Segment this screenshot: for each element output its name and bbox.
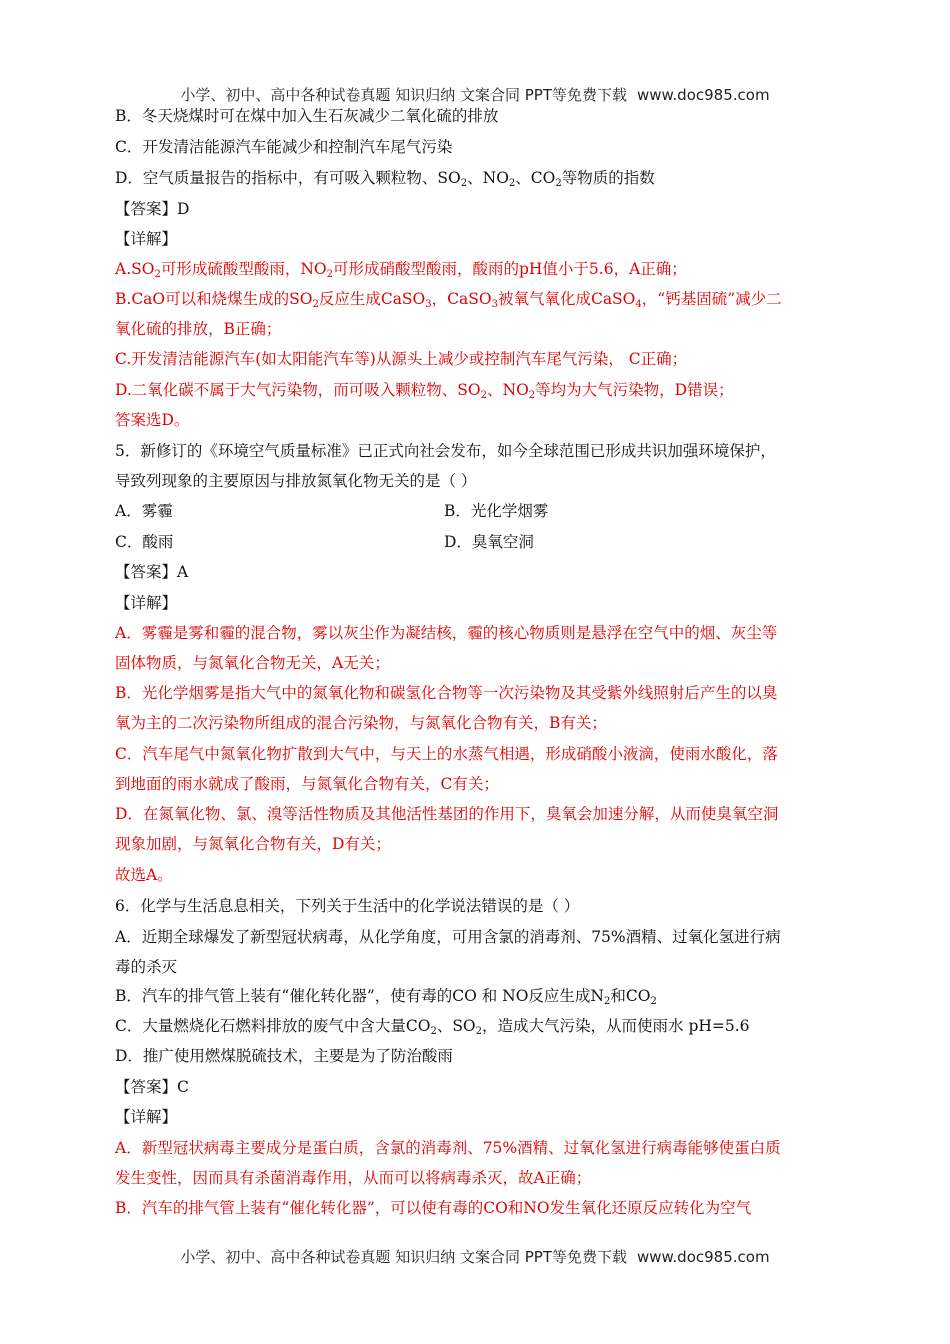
q5-answer: 【答案】A <box>115 563 189 581</box>
header-text: 小学、初中、高中各种试卷真题 知识归纳 文案合同 PPT等免费下载 <box>180 86 627 104</box>
q4-explanation-c: C.开发清洁能源汽车(如太阳能汽车等)从源头上减少或控制汽车尾气污染， C正确； <box>115 350 688 368</box>
page-footer <box>0 1246 950 1267</box>
subscript: 2 <box>475 1026 483 1037</box>
subscript: 3 <box>491 299 498 310</box>
q4-option-d <box>115 168 655 188</box>
text-segment: 反应生成CaSO <box>318 290 426 308</box>
subscript: 2 <box>326 269 333 280</box>
subscript: 2 <box>555 178 562 189</box>
q4-explanation-b-line1 <box>115 289 782 309</box>
subscript: 3 <box>425 299 432 310</box>
subscript: 2 <box>528 390 536 401</box>
text-segment: 等物质的指数 <box>561 169 655 187</box>
footer-text: 小学、初中、高中各种试卷真题 知识归纳 文案合同 PPT等免费下载 <box>180 1248 627 1266</box>
text-segment: 被氧气氧化成CaSO <box>497 290 636 308</box>
text-segment: 、SO <box>436 1017 476 1035</box>
text-segment: D．空气质量报告的指标中，有可吸入颗粒物、SO <box>115 169 461 187</box>
q4-explanation-b-line2: 氧化硫的排放，B正确； <box>115 320 282 338</box>
q5-explanation-d-line1: D．在氮氧化物、氯、溴等活性物质及其他活性基团的作用下，臭氧会加速分解，从而使臭氧空洞 <box>115 805 779 823</box>
text-segment: ，“钙基固硫”减少二 <box>641 290 782 308</box>
text-segment: 和CO <box>610 987 651 1005</box>
q5-explanation-a-line2: 固体物质，与氮氧化合物无关，A无关； <box>115 654 390 672</box>
subscript: 4 <box>635 299 642 310</box>
q6-explanation-b-line1: B．汽车的排气管上装有“催化转化器”，可以使有毒的CO和NO发生氧化还原反应转化为空气 <box>115 1199 752 1217</box>
text-segment: B.CaO可以和烧煤生成的SO <box>115 290 313 308</box>
subscript: 2 <box>650 996 657 1007</box>
q5-stem-line2: 导致列现象的主要原因与排放氮氧化物无关的是（ ） <box>115 472 477 490</box>
q5-detail-label: 【详解】 <box>115 594 178 612</box>
text-segment: 、NO <box>487 381 529 399</box>
q5-option-b: B．光化学烟雾 <box>444 502 549 520</box>
page-header <box>0 84 950 105</box>
q6-explanation-a-line2: 发生变性，因而具有杀菌消毒作用，从而可以将病毒杀灭，故A正确； <box>115 1169 592 1187</box>
subscript: 2 <box>508 178 516 189</box>
subscript: 2 <box>480 390 488 401</box>
q6-stem: 6．化学与生活息息相关，下列关于生活中的化学说法错误的是（ ） <box>115 897 580 915</box>
q5-explanation-b-line1: B．光化学烟雾是指大气中的氮氧化物和碳氢化合物等一次污染物及其受紫外线照射后产生的以臭 <box>115 684 778 702</box>
q5-explanation-b-line2: 氧为主的二次污染物所组成的混合污染物，与氮氧化合物有关，B有关； <box>115 714 607 732</box>
header-url[interactable]: www.doc985.com <box>636 86 770 104</box>
q6-option-b <box>115 986 657 1006</box>
subscript: 2 <box>430 1026 437 1037</box>
text-segment: 、CO <box>515 169 556 187</box>
q5-option-d: D．臭氧空洞 <box>444 533 534 551</box>
q4-option-c: C．开发清洁能源汽车能减少和控制汽车尾气污染 <box>115 138 453 156</box>
q4-explanation-a <box>115 259 687 279</box>
text-segment: 等均为大气污染物，D错误； <box>535 381 734 399</box>
q6-explanation-a-line1: A．新型冠状病毒主要成分是蛋白质，含氯的消毒剂、75%酒精、过氧化氢进行病毒能够使蛋白质 <box>115 1139 781 1157</box>
text-segment: B．汽车的排气管上装有“催化转化器”，使有毒的CO 和 NO反应生成N <box>115 987 604 1005</box>
text-segment: A.SO <box>115 260 155 278</box>
q4-answer: 【答案】D <box>115 200 190 218</box>
text-segment: ，造成大气污染，从而使雨水 pH=5.6 <box>482 1017 750 1035</box>
q6-option-d: D．推广使用燃煤脱硫技术，主要是为了防治酸雨 <box>115 1047 453 1065</box>
text-segment: 可形成硫酸型酸雨，NO <box>160 260 327 278</box>
q4-detail-label: 【详解】 <box>115 230 178 248</box>
q6-option-a-line1: A．近期全球爆发了新型冠状病毒，从化学角度，可用含氯的消毒剂、75%酒精、过氧化氢进行病 <box>115 928 781 946</box>
subscript: 2 <box>312 299 319 310</box>
q6-answer: 【答案】C <box>115 1078 189 1096</box>
q5-option-a: A．雾霾 <box>115 502 173 520</box>
q5-conclusion: 故选A。 <box>115 866 173 884</box>
subscript: 2 <box>604 996 611 1007</box>
subscript: 2 <box>460 178 468 189</box>
q4-option-b: B．冬天烧煤时可在煤中加入生石灰减少二氧化硫的排放 <box>115 107 499 125</box>
q4-conclusion: 答案选D。 <box>115 411 190 429</box>
q5-explanation-c-line2: 到地面的雨水就成了酸雨，与氮氧化合物有关，C有关； <box>115 775 499 793</box>
q5-option-c: C．酸雨 <box>115 533 174 551</box>
text-segment: 可形成硝酸型酸雨，酸雨的pH值小于5.6，A正确； <box>332 260 687 278</box>
q5-explanation-a-line1: A．雾霾是雾和霾的混合物，雾以灰尘作为凝结核，霾的核心物质则是悬浮在空气中的烟、灰尘等 <box>115 624 778 642</box>
q6-detail-label: 【详解】 <box>115 1108 178 1126</box>
q5-explanation-c-line1: C．汽车尾气中氮氧化物扩散到大气中，与天上的水蒸气相遇，形成硝酸小液滴，使雨水酸化，落 <box>115 745 778 763</box>
q5-explanation-d-line2: 现象加剧，与氮氧化合物有关，D有关； <box>115 835 391 853</box>
q4-explanation-d <box>115 380 734 400</box>
text-segment: D.二氧化碳不属于大气污染物，而可吸入颗粒物、SO <box>115 381 481 399</box>
subscript: 2 <box>154 269 161 280</box>
q6-option-a-line2: 毒的杀灭 <box>115 958 178 976</box>
q5-stem-line1: 5．新修订的《环境空气质量标准》已正式向社会发布，如今全球范围已形成共识加强环境保护， <box>115 442 776 460</box>
q6-option-c <box>115 1016 750 1036</box>
footer-url[interactable]: www.doc985.com <box>636 1248 770 1266</box>
text-segment: 、NO <box>467 169 509 187</box>
text-segment: ，CaSO <box>431 290 492 308</box>
text-segment: C．大量燃烧化石燃料排放的废气中含大量CO <box>115 1017 431 1035</box>
